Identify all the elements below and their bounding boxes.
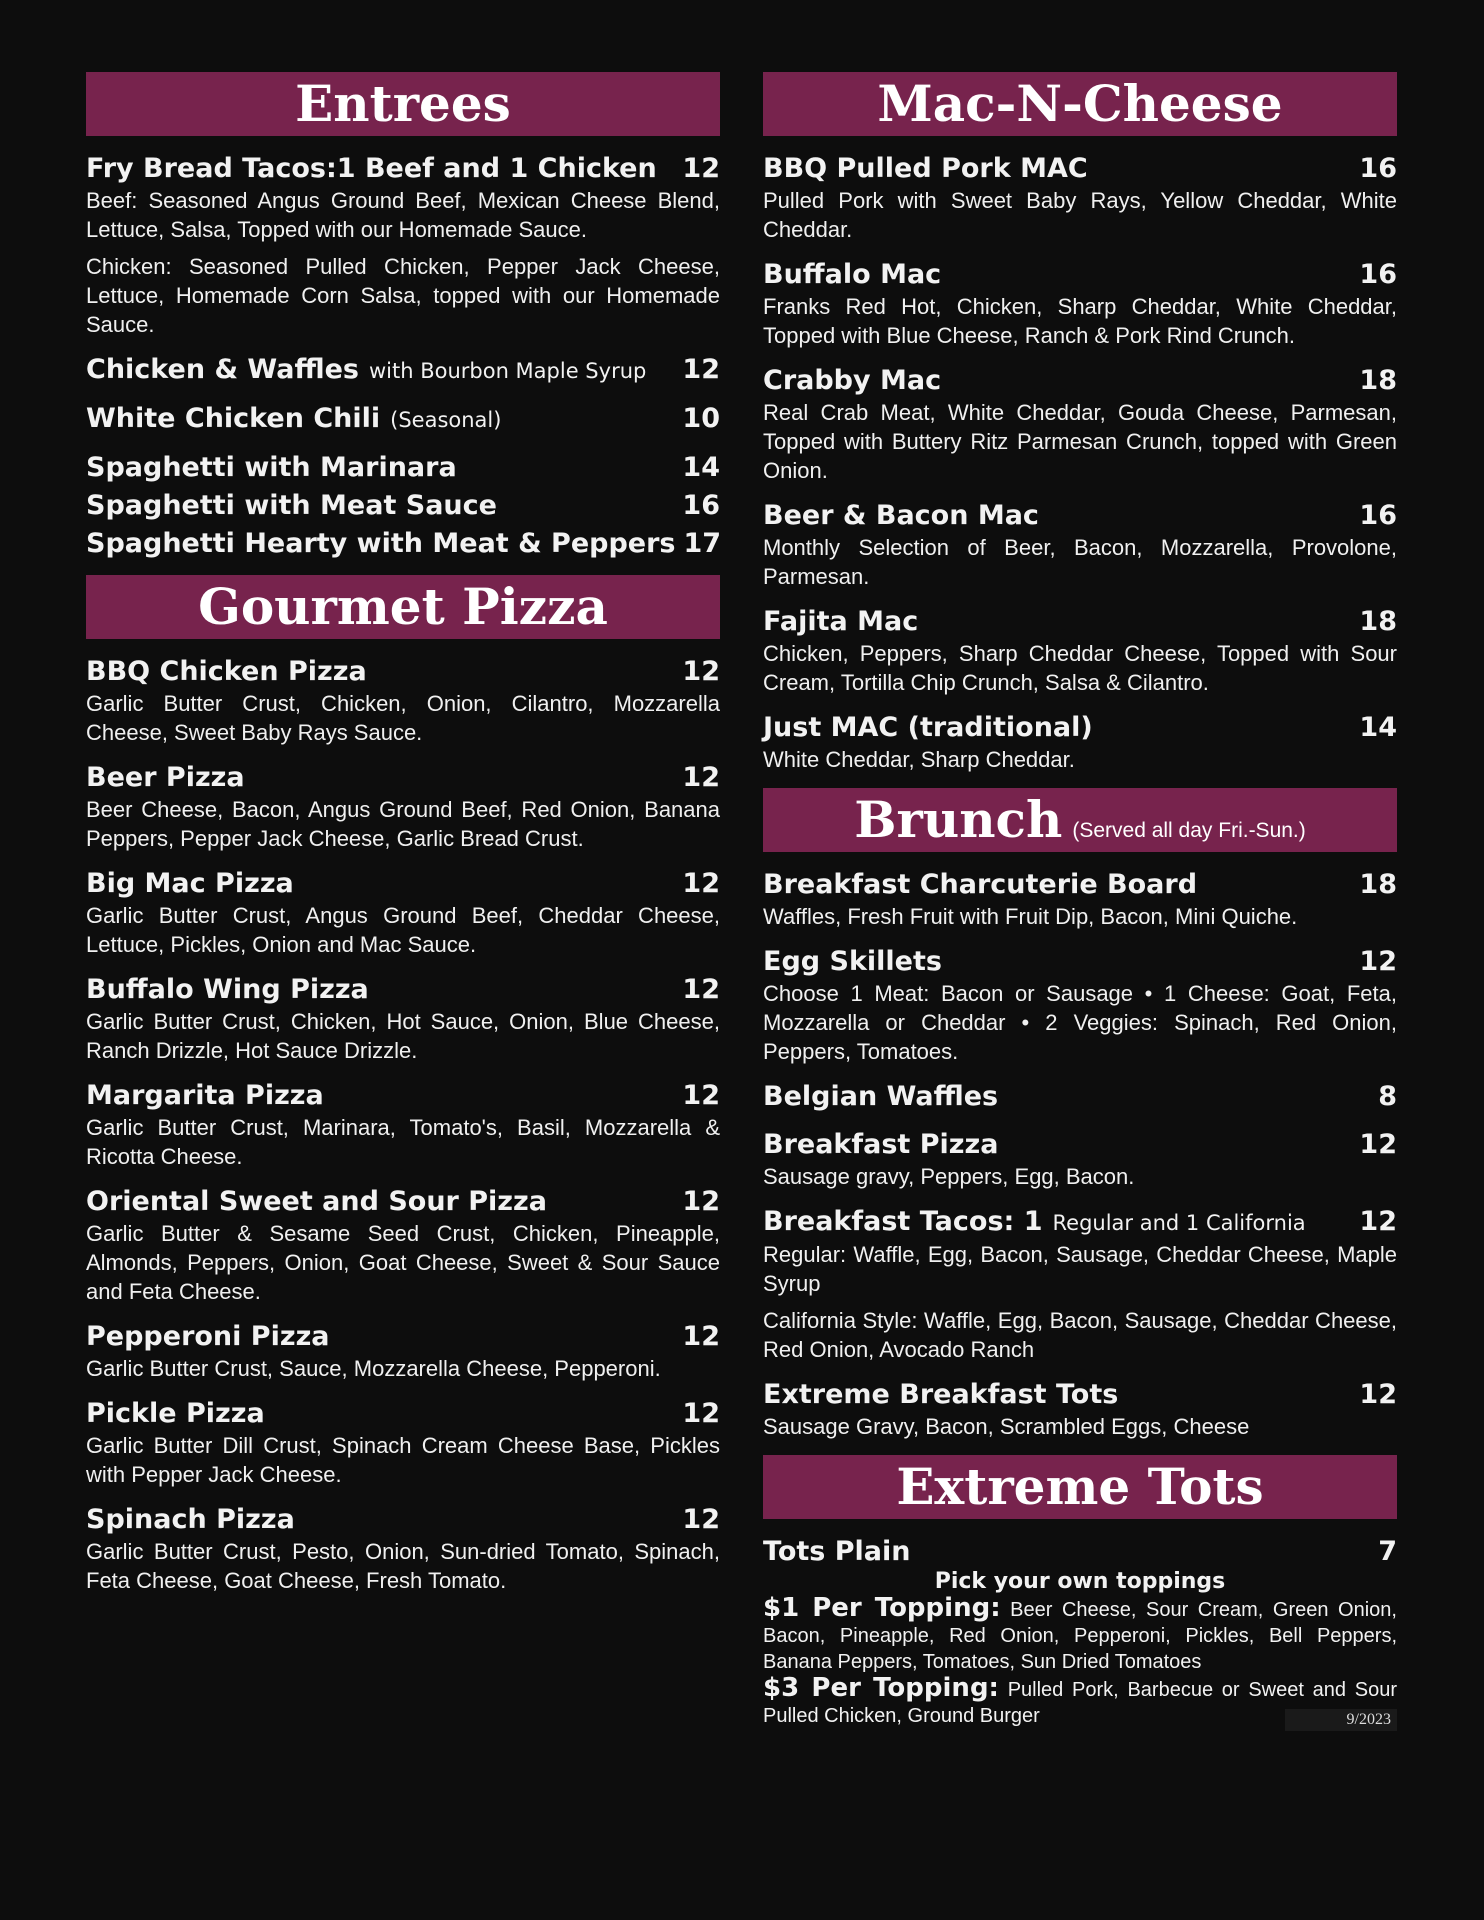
menu-item-price: 12 <box>682 762 720 793</box>
menu-item-name: Beer & Bacon Mac <box>763 500 1039 531</box>
one-dollar-label: $1 Per Topping: <box>763 1593 1001 1623</box>
menu-item-description: Beef: Seasoned Angus Ground Beef, Mexican Cheese Blend, Lettuce, Salsa, Topped with our Homemade Sauce. <box>86 188 720 242</box>
menu-item-note: with Bourbon Maple Syrup <box>368 359 647 383</box>
menu-item-price: 12 <box>682 1186 720 1217</box>
menu-item <box>763 364 1397 485</box>
pizza-list <box>86 655 720 1595</box>
menu-item-row <box>763 1378 1397 1412</box>
menu-item-name: Breakfast Pizza <box>763 1129 999 1160</box>
menu-item-name: Beer Pizza <box>86 762 245 793</box>
menu-item <box>763 1378 1397 1441</box>
menu-item-row <box>763 258 1397 292</box>
menu-item-description: Beer Cheese, Bacon, Angus Ground Beef, Red Onion, Banana Peppers, Pepper Jack Cheese, Garlic Bread Crust. <box>86 797 720 851</box>
menu-item-title <box>86 867 294 901</box>
menu-date: 9/2023 <box>1285 1709 1397 1731</box>
menu-item <box>763 499 1397 591</box>
menu-item <box>86 1503 720 1595</box>
menu-item-name: Pepperoni Pizza <box>86 1321 330 1352</box>
menu-item-price: 12 <box>682 868 720 899</box>
menu-item-price: 18 <box>1359 365 1397 396</box>
menu-item <box>763 868 1397 931</box>
menu-item-row <box>763 605 1397 639</box>
menu-item-title <box>86 1397 265 1431</box>
right-column <box>763 72 1397 1729</box>
menu-item <box>763 1128 1397 1191</box>
left-column <box>86 72 720 1609</box>
menu-item-price: 14 <box>682 452 720 483</box>
menu-item-price: 14 <box>1359 712 1397 743</box>
menu-item-title <box>86 1503 295 1537</box>
menu-item-row <box>86 655 720 689</box>
brunch-list <box>763 868 1397 1441</box>
menu-item-description: Garlic Butter Dill Crust, Spinach Cream Cheese Base, Pickles with Pepper Jack Cheese. <box>86 1433 720 1487</box>
menu-item-description: Regular: Waffle, Egg, Bacon, Sausage, Cheddar Cheese, Maple Syrup <box>763 1242 1397 1296</box>
menu-item-price: 12 <box>682 354 720 385</box>
tots-plain-name: Tots Plain <box>763 1536 911 1567</box>
menu-item-name: Oriental Sweet and Sour Pizza <box>86 1186 547 1217</box>
menu-item <box>86 1397 720 1489</box>
menu-item-title <box>763 152 1088 186</box>
menu-item-name: Egg Skillets <box>763 946 942 977</box>
menu-item-name: Buffalo Mac <box>763 259 942 290</box>
menu-item-title <box>763 868 1197 902</box>
tots-section <box>763 1535 1397 1729</box>
menu-item <box>763 711 1397 774</box>
menu-item-row <box>763 152 1397 186</box>
menu-item-description: Garlic Butter Crust, Pesto, Onion, Sun-dried Tomato, Spinach, Feta Cheese, Goat Cheese, Fresh Tomato. <box>86 1539 720 1593</box>
menu-item-title <box>86 353 646 388</box>
menu-item <box>86 489 720 523</box>
menu-item-row <box>86 1185 720 1219</box>
menu-item-price: 16 <box>1359 500 1397 531</box>
menu-item-title <box>763 258 941 292</box>
menu-item-title <box>86 655 367 689</box>
menu-item-price: 12 <box>682 1080 720 1111</box>
menu-item-name: Crabby Mac <box>763 365 942 396</box>
three-dollar-list: Pulled Pork, Barbecue or Sweet and Sour Pulled Chicken, Ground Burger <box>763 1679 1397 1727</box>
menu-item-title <box>763 711 1093 745</box>
menu-item-title <box>763 1080 998 1114</box>
menu-item-note: Regular and 1 California <box>1052 1211 1306 1235</box>
menu-item-title <box>763 1378 1118 1412</box>
menu-item-title <box>763 605 918 639</box>
menu-item-name: Buffalo Wing Pizza <box>86 974 369 1005</box>
menu-item-title <box>763 945 942 979</box>
menu-item <box>86 451 720 485</box>
menu-item-row <box>763 499 1397 533</box>
menu-item-title <box>86 1320 330 1354</box>
entrees-header: Entrees <box>86 72 720 136</box>
menu-item-row <box>86 451 720 485</box>
menu-item-note: (Seasonal) <box>390 408 502 432</box>
menu-item-row <box>763 1080 1397 1114</box>
menu-item-price: 12 <box>682 1321 720 1352</box>
menu-item-name: Breakfast Tacos: 1 <box>763 1206 1043 1237</box>
menu-item-row <box>763 1535 1397 1569</box>
menu-item <box>86 761 720 853</box>
menu-item-name: BBQ Chicken Pizza <box>86 656 367 687</box>
menu-item <box>763 1205 1397 1364</box>
three-dollar-label: $3 Per Topping: <box>763 1673 999 1703</box>
brunch-header <box>763 788 1397 852</box>
menu-item-price: 18 <box>1359 606 1397 637</box>
menu-item-row <box>763 945 1397 979</box>
menu-item-name: Fajita Mac <box>763 606 919 637</box>
menu-item-description: Monthly Selection of Beer, Bacon, Mozzarella, Provolone, Parmesan. <box>763 535 1397 589</box>
mac-header: Mac-N-Cheese <box>763 72 1397 136</box>
menu-item <box>86 353 720 388</box>
menu-item-price: 12 <box>682 656 720 687</box>
menu-item-row <box>763 711 1397 745</box>
menu-item-row <box>86 1397 720 1431</box>
menu-item-row <box>86 1079 720 1113</box>
menu-item-title <box>86 152 657 186</box>
menu-item-name: Pickle Pizza <box>86 1398 265 1429</box>
menu-item-name: Big Mac Pizza <box>86 868 294 899</box>
menu-item-description: Choose 1 Meat: Bacon or Sausage • 1 Cheese: Goat, Feta, Mozzarella or Cheddar • 2 Veggies: Spinach, Red Onion, Peppers, Tomatoes. <box>763 981 1397 1064</box>
menu-item-title <box>86 527 676 561</box>
menu-item <box>86 655 720 747</box>
menu-item-name: Spaghetti with Marinara <box>86 452 457 483</box>
menu-item-price: 12 <box>682 1398 720 1429</box>
menu-item-row <box>86 489 720 523</box>
menu-item-row <box>86 1320 720 1354</box>
menu-item-price: 8 <box>1378 1081 1397 1112</box>
menu-item-title <box>86 402 501 437</box>
menu-item-row <box>86 402 720 437</box>
menu-item-name: White Chicken Chili <box>86 403 381 434</box>
menu-item-price: 12 <box>682 1504 720 1535</box>
menu-item-price: 17 <box>683 528 722 559</box>
menu-item-name: Belgian Waffles <box>763 1081 999 1112</box>
menu-item-price: 16 <box>1359 153 1397 184</box>
menu-item-row <box>86 152 720 186</box>
menu-item-price: 12 <box>1359 1379 1397 1410</box>
menu-item-description: Chicken, Peppers, Sharp Cheddar Cheese, Topped with Sour Cream, Tortilla Chip Crunch, Salsa & Cilantro. <box>763 641 1397 695</box>
menu-item-name: BBQ Pulled Pork MAC <box>763 153 1088 184</box>
one-dollar-list: Beer Cheese, Sour Cream, Green Onion, Bacon, Pineapple, Red Onion, Pepperoni, Pickles, Bell Peppers, Banana Peppers, Tomatoes, Sun Dried Tomatoes <box>763 1599 1397 1673</box>
menu-item-title <box>86 1185 547 1219</box>
menu-item-name: Spinach Pizza <box>86 1504 295 1535</box>
tots-plain-price: 7 <box>1378 1536 1397 1567</box>
menu-item-name: Spaghetti with Meat Sauce <box>86 490 497 521</box>
menu-item-row <box>86 761 720 795</box>
menu-item-description: Garlic Butter & Sesame Seed Crust, Chicken, Pineapple, Almonds, Peppers, Onion, Goat Cheese, Sweet & Sour Sauce and Feta Cheese. <box>86 1221 720 1304</box>
menu-item-description: Garlic Butter Crust, Chicken, Onion, Cilantro, Mozzarella Cheese, Sweet Baby Rays Sauce. <box>86 691 720 745</box>
menu-item-title <box>86 1079 324 1113</box>
menu-item-title <box>763 499 1039 533</box>
menu-item <box>86 1079 720 1171</box>
menu-item-row <box>763 1128 1397 1162</box>
menu-item-name: Extreme Breakfast Tots <box>763 1379 1119 1410</box>
menu-item-name: Just MAC (traditional) <box>763 712 1093 743</box>
mac-list <box>763 152 1397 774</box>
entrees-list <box>86 152 720 561</box>
menu-item-price: 12 <box>682 153 720 184</box>
menu-item-title <box>86 973 369 1007</box>
menu-item <box>763 605 1397 697</box>
menu-item-description: Sausage Gravy, Bacon, Scrambled Eggs, Cheese <box>763 1414 1250 1439</box>
menu-item-name: Chicken & Waffles <box>86 354 359 385</box>
menu-item-description: Garlic Butter Crust, Marinara, Tomato's, Basil, Mozzarella & Ricotta Cheese. <box>86 1115 720 1169</box>
menu-item <box>86 867 720 959</box>
menu-item-row <box>86 1503 720 1537</box>
menu-item-title <box>86 489 497 523</box>
menu-item <box>86 152 720 339</box>
menu-item <box>86 402 720 437</box>
menu-item-title <box>86 761 245 795</box>
menu-item-row <box>763 868 1397 902</box>
menu-item-name: Margarita Pizza <box>86 1080 324 1111</box>
menu-item <box>86 973 720 1065</box>
menu-item-description: Franks Red Hot, Chicken, Sharp Cheddar, White Cheddar, Topped with Blue Cheese, Ranch & Pork Rind Crunch. <box>763 294 1397 348</box>
menu-item-price: 18 <box>1359 869 1397 900</box>
menu-item-title <box>763 1128 998 1162</box>
menu-item-title <box>763 1205 1306 1240</box>
menu-item-price: 12 <box>1359 1129 1397 1160</box>
menu-item-row <box>86 973 720 1007</box>
menu-item-price: 16 <box>1359 259 1397 290</box>
menu-item-description: Garlic Butter Crust, Angus Ground Beef, Cheddar Cheese, Lettuce, Pickles, Onion and Mac Sauce. <box>86 903 720 957</box>
menu-item <box>763 1080 1397 1114</box>
menu-item-price: 12 <box>682 974 720 1005</box>
menu-item <box>86 1320 720 1383</box>
menu-item-name: Fry Bread Tacos:1 Beef and 1 Chicken <box>86 153 657 184</box>
menu-item-name: Breakfast Charcuterie Board <box>763 869 1198 900</box>
pizza-header: Gourmet Pizza <box>86 575 720 639</box>
brunch-subtitle: (Served all day Fri.-Sun.) <box>1072 819 1306 842</box>
menu-item-row <box>763 364 1397 398</box>
menu-item-row <box>763 1205 1397 1240</box>
menu-item-description: Chicken: Seasoned Pulled Chicken, Pepper Jack Cheese, Lettuce, Homemade Corn Salsa, topped with our Homemade Sauce. <box>86 254 720 337</box>
brunch-title: Brunch <box>854 790 1063 849</box>
menu-item-description: Garlic Butter Crust, Chicken, Hot Sauce, Onion, Blue Cheese, Ranch Drizzle, Hot Sauce Drizzle. <box>86 1009 720 1063</box>
menu-item-row <box>86 527 720 561</box>
menu-item-price: 10 <box>682 403 720 434</box>
tots-header: Extreme Tots <box>763 1455 1397 1519</box>
menu-item-price: 16 <box>682 490 720 521</box>
menu-item-title <box>86 451 457 485</box>
menu-item-price: 12 <box>1359 1206 1397 1237</box>
menu-item <box>86 1185 720 1306</box>
pick-toppings-label: Pick your own toppings <box>934 1569 1226 1594</box>
menu-item <box>763 945 1397 1066</box>
menu-item-description: Sausage gravy, Peppers, Egg, Bacon. <box>763 1164 1135 1189</box>
menu-item-row <box>86 867 720 901</box>
menu-item <box>763 152 1397 244</box>
menu-item-description: Real Crab Meat, White Cheddar, Gouda Cheese, Parmesan, Topped with Buttery Ritz Parmesan Crunch, topped with Green Onion. <box>763 400 1397 483</box>
one-dollar-toppings <box>763 1595 1397 1675</box>
menu-item-description: Pulled Pork with Sweet Baby Rays, Yellow Cheddar, White Cheddar. <box>763 188 1397 242</box>
menu-item-row <box>86 353 720 388</box>
menu-item-price: 12 <box>1359 946 1397 977</box>
menu-item-description: Garlic Butter Crust, Sauce, Mozzarella Cheese, Pepperoni. <box>86 1356 661 1381</box>
menu-item <box>86 527 720 561</box>
menu-item <box>763 258 1397 350</box>
menu-item-title <box>763 364 941 398</box>
menu-item-description: California Style: Waffle, Egg, Bacon, Sausage, Cheddar Cheese, Red Onion, Avocado Ranch <box>763 1308 1397 1362</box>
menu-item-name: Spaghetti Hearty with Meat & Peppers <box>86 528 676 559</box>
menu-item-description: White Cheddar, Sharp Cheddar. <box>763 747 1075 772</box>
menu-item-description: Waffles, Fresh Fruit with Fruit Dip, Bacon, Mini Quiche. <box>763 904 1298 929</box>
